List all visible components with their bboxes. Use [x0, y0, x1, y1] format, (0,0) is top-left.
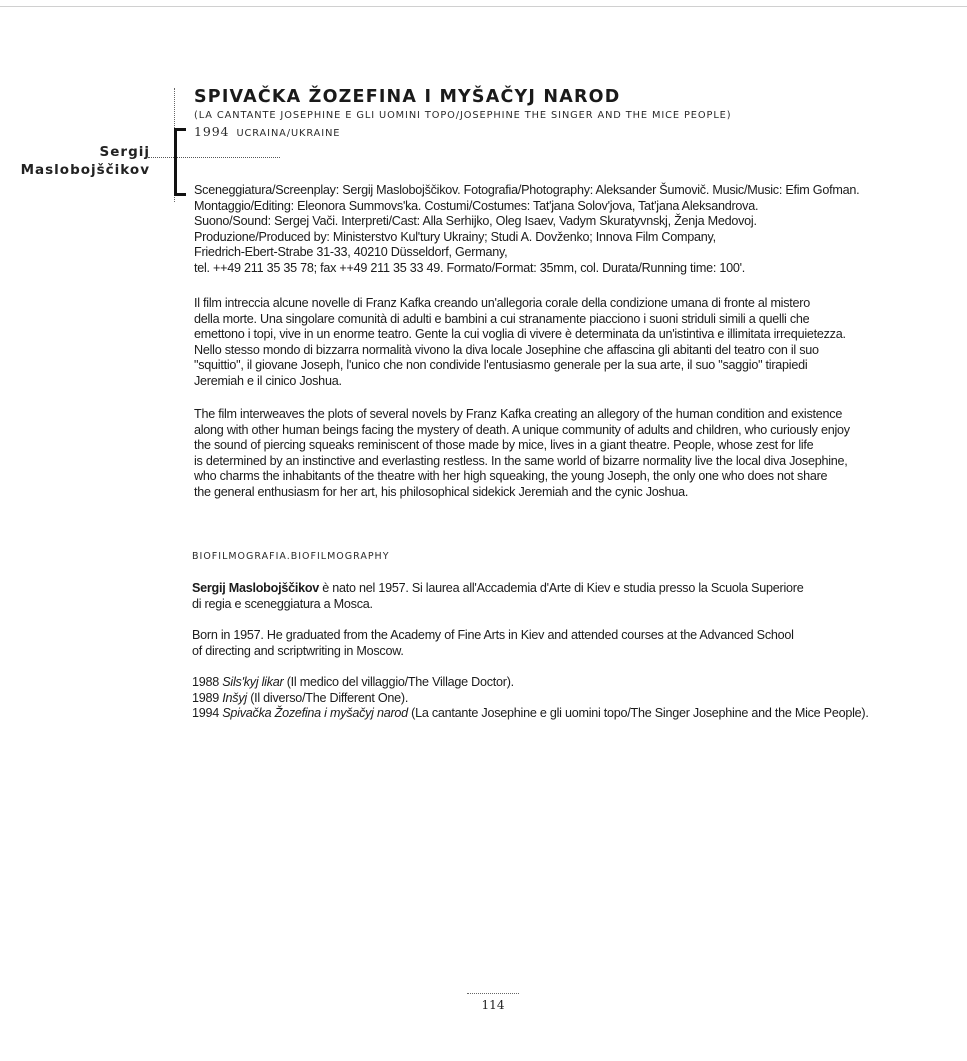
- biography-text: è nato nel 1957. Si laurea all'Accademia d'Arte di Kiev e studia presso la Scuola Superiore: [319, 581, 804, 595]
- page-number-dotted-rule: [467, 993, 519, 994]
- biography-line: di regia e sceneggiatura a Mosca.: [192, 596, 373, 611]
- synopsis-line: emettono i topi, vive in un enorme teatro. Gente la cui voglia di vivere è determinata da un'istintiva e illimitata irrequietezza.: [194, 327, 846, 342]
- credits-line: Produzione/Produced by: Ministerstvo Kul'tury Ukrainy; Studi A. Dovženko; Innova Film Company,: [194, 229, 716, 244]
- synopsis-line: The film interweaves the plots of several novels by Franz Kafka creating an allegory of the human condition and existence: [194, 407, 843, 421]
- filmography-title: Spivačka Žozefina i myšačyj narod: [222, 706, 408, 721]
- film-subtitle: (LA CANTANTE JOSEPHINE E GLI UOMINI TOPO/JOSEPHINE THE SINGER AND THE MICE PEOPLE): [194, 110, 732, 121]
- film-year-country: [194, 124, 340, 139]
- synopsis-line: Nello stesso mondo di bizzarra normalità vivono la diva locale Josephine che affascina gli abitanti del teatro con il suo: [194, 342, 819, 357]
- filmography-translation: (Il medico del villaggio/The Village Doctor).: [286, 675, 514, 689]
- synopsis-line: is determined by an instinctive and everlasting restless. In the same world of bizarre normality live the local diva Josephine,: [194, 453, 848, 468]
- biofilmography-heading: BIOFILMOGRAFIA.BIOFILMOGRAPHY: [192, 551, 390, 562]
- filmography-item: [192, 691, 869, 707]
- credits-line: Sceneggiatura/Screenplay: Sergij Maslobojščikov. Fotografia/Photography: Aleksander Šumovič. Music/Music: Efim Gofman.: [194, 183, 860, 197]
- film-year: 1994: [194, 124, 230, 139]
- director-first-name: Sergij: [99, 144, 150, 160]
- film-country: UCRAINA/UKRAINE: [236, 128, 341, 139]
- synopsis-italian: [194, 296, 846, 390]
- filmography-year: 1989: [192, 690, 220, 705]
- filmography-title: Inšyj: [222, 690, 247, 705]
- biography-italian: [192, 581, 804, 612]
- bracket-mark: [174, 128, 186, 196]
- synopsis-english: [194, 407, 850, 501]
- director-name-bold: Sergij Maslobojščikov: [192, 581, 320, 595]
- filmography-year: 1994: [192, 706, 220, 721]
- filmography-title: Sils'kyj likar: [222, 675, 284, 689]
- credits-line: tel. ++49 211 35 35 78; fax ++49 211 35 33 49. Formato/Format: 35mm, col. Durata/Running time: 100'.: [194, 260, 745, 275]
- page-number: 114: [481, 998, 505, 1012]
- filmography-list: [192, 675, 869, 722]
- top-rule: [0, 6, 967, 7]
- synopsis-line: "squittio", il giovane Joseph, l'unico che non condivide l'entusiasmo generale per la sua arte, il suo "saggio" tirapiedi: [194, 358, 808, 373]
- biography-line: of directing and scriptwriting in Moscow.: [192, 643, 404, 658]
- filmography-item: [192, 706, 869, 722]
- filmography-translation: (Il diverso/The Different One).: [250, 690, 409, 705]
- biography-english: [192, 628, 794, 659]
- synopsis-line: Il film intreccia alcune novelle di Franz Kafka creando un'allegoria corale della condizione umana di fronte al mistero: [194, 296, 810, 310]
- filmography-translation: (La cantante Josephine e gli uomini topo/The Singer Josephine and the Mice People).: [411, 706, 869, 721]
- biography-line: [192, 581, 804, 597]
- synopsis-line: the general enthusiasm for her art, his philosophical sidekick Jeremiah and the cynic Joshua.: [194, 484, 689, 499]
- synopsis-line: who charms the inhabitants of the theatre with her high squeaking, the young Joseph, the only one who does not share: [194, 469, 828, 484]
- director-name: [21, 143, 150, 179]
- filmography-item: [192, 675, 869, 691]
- credits-line: Suono/Sound: Sergej Vači. Interpreti/Cast: Alla Serhijko, Oleg Isaev, Vadym Skuratyvnskj, Ženja Medovoj.: [194, 214, 757, 229]
- director-last-name: Maslobojščikov: [20, 162, 150, 178]
- credits-block: [194, 183, 859, 277]
- film-title: SPIVAČKA ŽOZEFINA I MYŠAČYJ NAROD: [194, 87, 621, 107]
- biography-line: Born in 1957. He graduated from the Academy of Fine Arts in Kiev and attended courses at the Advanced School: [192, 628, 794, 642]
- credits-line: Friedrich-Ebert-Strabe 31-33, 40210 Düsseldorf, Germany,: [194, 245, 508, 260]
- synopsis-line: della morte. Una singolare comunità di adulti e bambini a cui stranamente piacciono i suoni striduli simili a quelli che: [194, 311, 810, 326]
- credits-line: Montaggio/Editing: Eleonora Summovs'ka. Costumi/Costumes: Tat'jana Solov'jova, Tat'jana Aleksandrova.: [194, 198, 759, 213]
- synopsis-line: along with other human beings facing the mystery of death. A unique community of adults and children, who curiously enjoy: [194, 422, 850, 437]
- synopsis-line: the sound of piercing squeaks reminiscent of those made by mice, lives in a giant theatre. People, whose zest for life: [194, 438, 814, 453]
- director-dotted-rule: [148, 157, 280, 158]
- synopsis-line: Jeremiah e il cinico Joshua.: [194, 373, 342, 388]
- filmography-year: 1988: [192, 675, 220, 689]
